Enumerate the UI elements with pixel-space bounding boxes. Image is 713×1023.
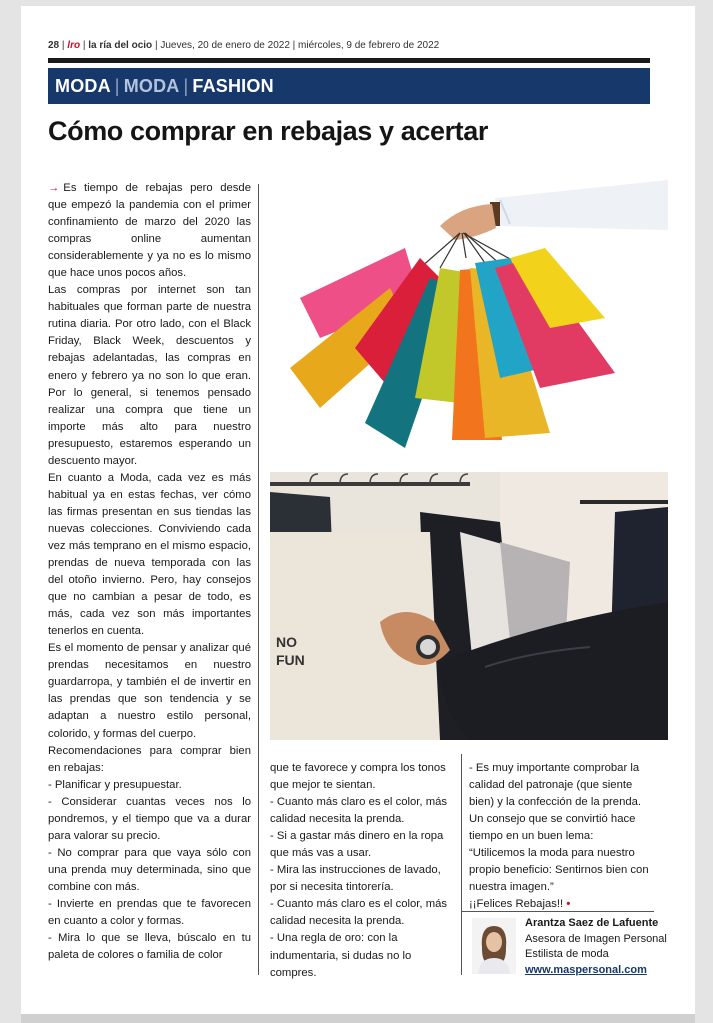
article-column-3 — [469, 760, 654, 913]
shopping-bags-photo — [270, 178, 668, 450]
section-label-3: FASHION — [192, 75, 274, 96]
list-item: - Planificar y presupuestar. — [48, 778, 182, 791]
page-number: 28 — [48, 40, 60, 51]
arrow-icon: → — [48, 182, 60, 194]
list-item: - Mira las instrucciones de lavado, por si necesita tintorería. — [270, 864, 441, 894]
section-separator: | — [114, 75, 120, 96]
clothing-rack-photo — [270, 472, 668, 740]
brand-name: la ría del ocio — [88, 40, 153, 51]
article-column-1 — [48, 180, 251, 964]
paragraph: Recomendaciones para comprar bien en rebajas: — [48, 744, 251, 774]
section-separator: | — [183, 75, 189, 96]
author-name: Arantza Saez de Lafuente — [525, 917, 659, 929]
shirt-print-text: NO — [276, 634, 297, 650]
list-item: - Una regla de oro: con la indumentaria, si dudas no lo compres. — [270, 932, 412, 979]
list-item: - Considerar cuantas veces nos lo pondremos, y el tiempo que va a durar para valorar su precio. — [48, 795, 251, 842]
page-header: 28 | lro | la ría del ocio | Jueves, 20 de enero de 2022 | miércoles, 9 de febrero de 2022 — [48, 40, 440, 51]
column-divider — [461, 754, 462, 975]
list-item: - Si a gastar más dinero en la ropa que más vas a usar. — [270, 830, 444, 860]
list-item: - Invierte en prendas que te favorecen en cuanto a color y formas. — [48, 897, 251, 928]
paragraph: Un consejo que se convirtió hace tiempo en un buen lema: — [469, 813, 636, 843]
shirt-print-text: FUN — [276, 652, 305, 668]
page-edge — [21, 1014, 695, 1023]
list-item: - Cuanto más claro es el color, más calidad necesita la prenda. — [270, 898, 448, 928]
paragraph: que te favorece y compra los tonos que mejor te sientan. — [270, 762, 446, 792]
column-divider — [258, 184, 259, 975]
list-item: - Mira lo que se lleva, búscalo en tu paleta de colores o familia de color — [48, 932, 251, 962]
author-block — [525, 916, 667, 978]
article-headline: Cómo comprar en rebajas y acertar — [48, 116, 488, 146]
issue-dates: Jueves, 20 de enero de 2022 | miércoles, 9 de febrero de 2022 — [160, 40, 440, 51]
list-item: - Cuanto más claro es el color, más calidad necesita la prenda. — [270, 796, 448, 826]
list-item: - Es muy importante comprobar la calidad del patronaje (que siente bien) y la confección de la prenda. — [469, 762, 642, 809]
top-rule — [48, 58, 650, 63]
author-avatar — [472, 918, 516, 974]
quote: “Utilicemos la moda para nuestro propio beneficio: Sentirnos bien con nuestra imagen.” — [469, 847, 649, 894]
closing-line: ¡¡Felices Rebajas!! • — [469, 898, 571, 911]
paragraph: Las compras por internet son tan habituales que forman parte de nuestra rutina diaria. Por otro lado, con el Black Friday, Black Week, descuentos y rebajas adelantadas, las compras en enero y febrero ya no son lo que eran. Por lo general, si tenemos pensado realizar una compra que tiene un importe más alto para nuestro presupuesto, estaremos esperando un descuento mayor. — [48, 284, 251, 467]
end-mark-icon: • — [566, 898, 571, 911]
author-role: Estilista de moda — [525, 948, 609, 960]
brand-logo-lro: lro — [67, 40, 81, 51]
section-bar — [48, 68, 650, 104]
section-label-2: MODA — [123, 75, 180, 96]
author-rule — [461, 911, 654, 912]
paragraph: → Es tiempo de rebajas pero desde que empezó la pandemia con el primer confinamiento de marzo del 2020 las compras online aumentan considerablemente y ya no es lo mismo que hace unos pocos años. — [48, 182, 251, 280]
paragraph: Es el momento de pensar y analizar qué prendas necesitamos en nuestro guardarropa, y también el de invertir en las prendas que son tendencia y se adaptan a nuestro estilo personal, colorido, y formas del cuerpo. — [48, 642, 251, 740]
author-website-link[interactable]: www.maspersonal.com — [525, 963, 647, 976]
article-column-2 — [270, 760, 455, 982]
paragraph: En cuanto a Moda, cada vez es más habitual ya en estas fechas, ver cómo las firmas presentan en sus tiendas las nuevas colecciones. Conviviendo cada vez más temprano en el mismo espacio, prendas de nueva temporada con las del otoño invierno. Pero, hay consejos que no cambian a pesar de todo, es más, cada vez son más importantes tenerlos en cuenta. — [48, 471, 251, 638]
section-label-1: MODA — [55, 75, 111, 96]
author-role: Asesora de Imagen Personal — [525, 932, 667, 945]
list-item: - No comprar para que vaya sólo con una prenda muy determinada, sino que combine con más. — [48, 846, 251, 893]
